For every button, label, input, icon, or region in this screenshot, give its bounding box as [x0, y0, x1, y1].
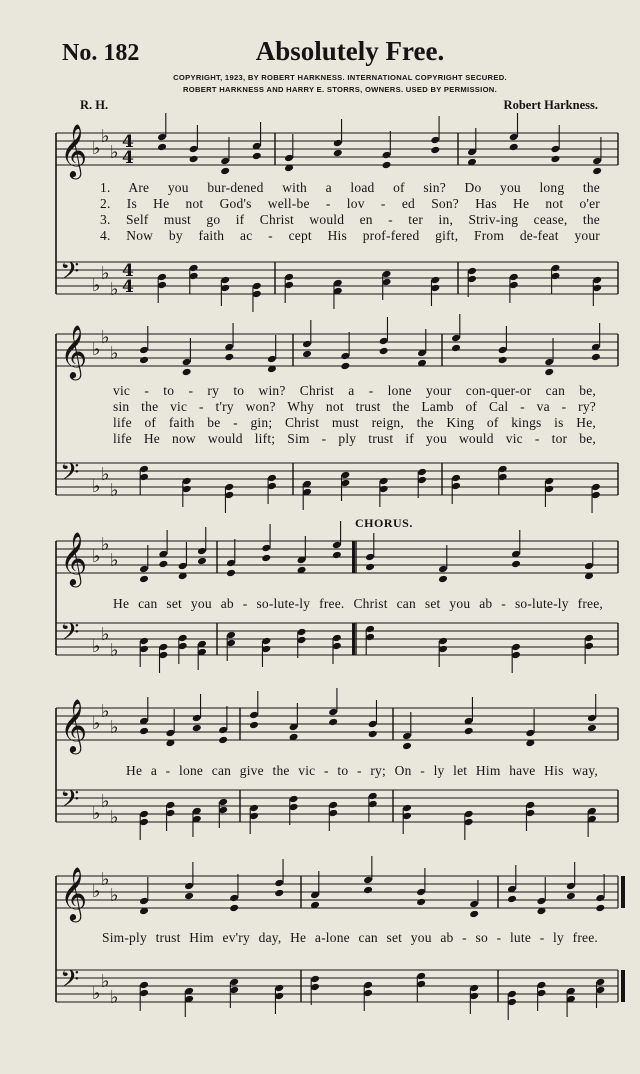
note-head	[382, 161, 392, 170]
verse-2-line-2: sin the vic - t'ry won? Why not trust the Lamb of Cal - va - ry?	[113, 399, 596, 414]
note-head	[566, 892, 576, 901]
time-signature: 4	[122, 261, 134, 281]
note-head	[192, 724, 202, 733]
note-head	[139, 575, 149, 584]
treble-clef-icon: 𝄞	[60, 698, 88, 752]
note-head	[365, 563, 375, 572]
bass-clef-icon: 𝄢	[60, 458, 80, 493]
note-head	[158, 560, 168, 569]
flat-icon: ♭	[101, 701, 110, 722]
note-head	[498, 356, 508, 365]
note-head	[451, 344, 461, 353]
note-head	[511, 560, 521, 569]
time-signature: 4	[122, 277, 134, 297]
note-head	[333, 149, 343, 158]
note-head	[226, 569, 236, 578]
music-credit: Robert Harkness.	[503, 98, 598, 112]
flat-icon: ♭	[110, 885, 119, 906]
chorus-line-2: He a - lone can give the vic - to - ry; On - ly let Him have His way,	[126, 763, 598, 778]
flat-icon: ♭	[92, 803, 101, 824]
note-head	[438, 575, 448, 584]
note-head	[340, 362, 350, 371]
verse-4-line-1: 4. Now by faith ac - cept His prof-fered gift, From de-feat your	[100, 228, 600, 243]
flat-icon: ♭	[92, 546, 101, 567]
flat-icon: ♭	[92, 881, 101, 902]
treble-clef-icon: 𝄞	[60, 123, 88, 177]
verse-1-line-1: 1. Are you bur-dened with a load of sin? Do you long the	[100, 180, 600, 195]
note-head	[507, 895, 517, 904]
treble-clef-icon: 𝄞	[60, 531, 88, 585]
verse-2-line-1: 2. Is He not God's well-be - lov - ed Son? Has He not o'er	[100, 196, 600, 211]
note-head	[224, 353, 234, 362]
note-head	[189, 155, 199, 164]
flat-icon: ♭	[110, 343, 119, 364]
note-head	[252, 152, 262, 161]
final-bar-line	[621, 970, 625, 1002]
flat-icon: ♭	[101, 624, 110, 645]
treble-clef-icon: 𝄞	[60, 324, 88, 378]
verse-3-line-2: life of faith be - gin; Christ must reign, the King of kings is He,	[113, 415, 596, 430]
note-head	[430, 146, 440, 155]
note-head	[509, 143, 519, 152]
chorus-line-1: He can set you ab - so-lute-ly free. Christ can set you ab - so-lute-ly free,	[113, 596, 603, 611]
note-head	[550, 155, 560, 164]
double-bar-line	[352, 623, 355, 655]
flat-icon: ♭	[92, 713, 101, 734]
flat-icon: ♭	[110, 717, 119, 738]
note-head	[139, 727, 149, 736]
note-head	[229, 904, 239, 913]
verse-3-line-1: 3. Self must go if Christ would en - ter in, Striv-ing cease, the	[100, 212, 600, 227]
final-bar-line	[621, 876, 625, 908]
note-head	[464, 727, 474, 736]
flat-icon: ♭	[110, 807, 119, 828]
note-head	[157, 143, 167, 152]
note-head	[220, 167, 230, 176]
note-head	[363, 886, 373, 895]
double-bar-line	[352, 541, 355, 573]
note-head	[218, 736, 228, 745]
note-head	[592, 167, 602, 176]
flat-icon: ♭	[92, 138, 101, 159]
note-head	[139, 356, 149, 365]
flat-icon: ♭	[101, 126, 110, 147]
note-head	[368, 730, 378, 739]
hymn-number: No. 182	[62, 40, 140, 66]
flat-icon: ♭	[101, 464, 110, 485]
flat-icon: ♭	[110, 640, 119, 661]
flat-icon: ♭	[92, 275, 101, 296]
copyright-line-2: ROBERT HARKNESS AND HARRY E. STORRS, OWNERS. USED BY PERMISSION.	[183, 85, 497, 94]
chorus-line-3: Sim-ply trust Him ev'ry day, He a-lone can set you ab - so - lute - ly free.	[102, 930, 598, 945]
flat-icon: ♭	[101, 869, 110, 890]
flat-icon: ♭	[110, 987, 119, 1008]
flat-icon: ♭	[92, 339, 101, 360]
bass-clef-icon: 𝄢	[60, 257, 80, 292]
verse-4-line-2: life He now would lift; Sim - ply trust if you would vic - tor be,	[113, 431, 596, 446]
bass-clef-icon: 𝄢	[60, 785, 80, 820]
note-head	[595, 904, 605, 913]
note-head	[249, 721, 259, 730]
flat-icon: ♭	[101, 791, 110, 812]
flat-icon: ♭	[92, 636, 101, 657]
note-head	[544, 368, 554, 377]
flat-icon: ♭	[101, 263, 110, 284]
note-head	[402, 742, 412, 751]
flat-icon: ♭	[110, 480, 119, 501]
note-head	[379, 347, 389, 356]
note-head	[261, 554, 271, 563]
flat-icon: ♭	[110, 550, 119, 571]
flat-icon: ♭	[101, 534, 110, 555]
note-head	[587, 724, 597, 733]
flat-icon: ♭	[101, 971, 110, 992]
copyright-line-1: COPYRIGHT, 1923, BY ROBERT HARKNESS. INTERNATIONAL COPYRIGHT SECURED.	[173, 73, 507, 82]
flat-icon: ♭	[92, 476, 101, 497]
flat-icon: ♭	[110, 142, 119, 163]
treble-clef-icon: 𝄞	[60, 866, 88, 920]
bass-clef-icon: 𝄢	[60, 618, 80, 653]
note-head	[416, 898, 426, 907]
chorus-label: CHORUS.	[355, 516, 413, 530]
note-head	[274, 889, 284, 898]
note-head	[302, 350, 312, 359]
flat-icon: ♭	[110, 279, 119, 300]
time-signature: 4	[122, 132, 134, 152]
note-head	[469, 910, 479, 919]
note-head	[197, 557, 207, 566]
note-head	[328, 718, 338, 727]
hymn-title: Absolutely Free.	[255, 36, 445, 66]
time-signature: 4	[122, 148, 134, 168]
note-head	[184, 892, 194, 901]
bass-clef-icon: 𝄢	[60, 965, 80, 1000]
flat-icon: ♭	[92, 983, 101, 1004]
note-head	[182, 368, 192, 377]
note-head	[591, 353, 601, 362]
flat-icon: ♭	[101, 327, 110, 348]
words-credit: R. H.	[80, 98, 109, 112]
verse-1-line-2: vic - to - ry to win? Christ a - lone your con-quer-or can be,	[113, 383, 596, 398]
note-head	[332, 551, 342, 560]
